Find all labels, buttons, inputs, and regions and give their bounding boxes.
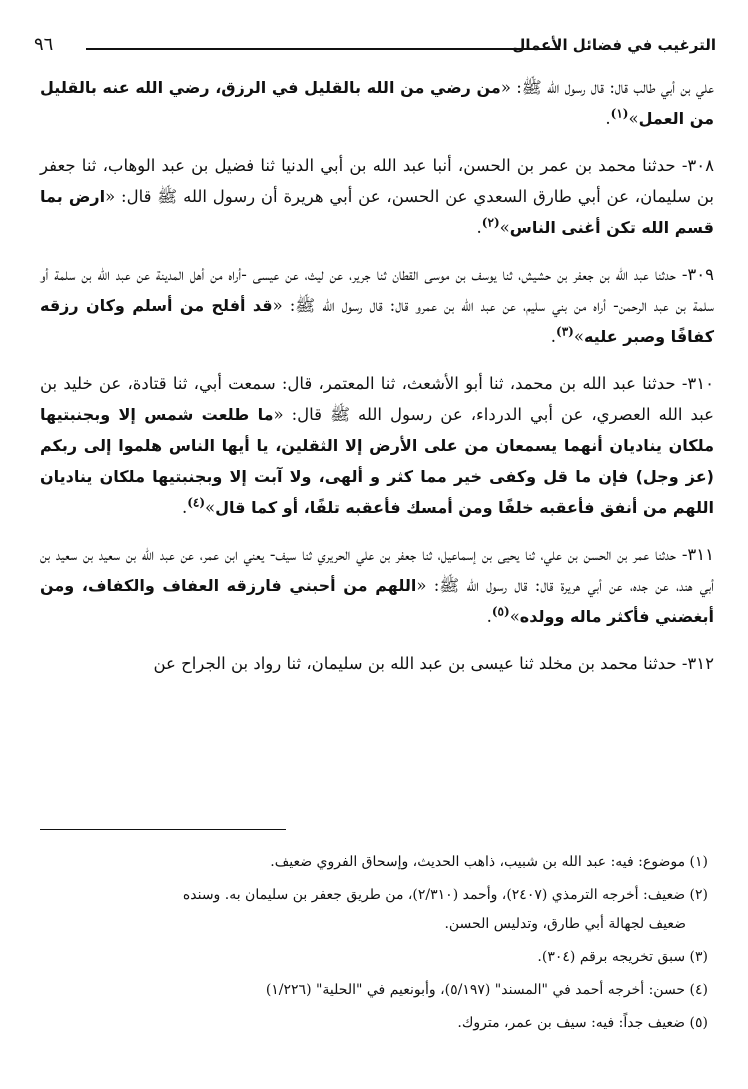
footnote-text: (٣) سبق تخريجه برقم (٣٠٤). <box>537 949 708 965</box>
main-text <box>40 72 714 679</box>
quote-close: » <box>509 607 520 626</box>
footnote-divider <box>40 829 286 830</box>
footnote <box>40 848 708 877</box>
isnad-text: ٣٠٩- حدثنا عبد الله بن جعفر بن حشيش، ثنا يوسف بن موسى القطان ثنا جرير، عن ليث، عن عيسى -أراه من أهل المدينة عن عبد الله بن سلمة أو سلمة بن عبد الرحمن- أراه من بني سليم، عن عبد الله بن عمرو قال: قال رسول الله ﷺ: « <box>40 265 714 315</box>
period: . <box>550 327 557 346</box>
footnote <box>40 881 708 939</box>
isnad-text: ٣١٢- حدثنا محمد بن مخلد ثنا عيسى بن عبد الله بن سليمان، ثنا رواد بن الجراح عن <box>153 654 714 673</box>
footnote-text: (٢) ضعيف: أخرجه الترمذي (٢٤٠٧)، وأحمد (٢/٣١٠)، من طريق جعفر بن سليمان به. وسنده <box>182 887 708 903</box>
footnote-text: (٤) حسن: أخرجه أحمد في "المسند" (٥/١٩٧)، وأبونعيم في "الحلية" (١/٢٢٦) <box>265 982 708 998</box>
hadith-paragraph <box>40 259 714 352</box>
hadith-matn: قد أفلح من أسلم وكان رزقه كفافًا وصبر عليه <box>40 296 714 346</box>
isnad-text: ٣١٠- حدثنا عبد الله بن محمد، ثنا أبو الأشعث، ثنا المعتمر، قال: سمعت أبي، ثنا قتادة، عن خليد بن عبد الله العصري، عن أبي الدرداء، عن رسول الله ﷺ قال: « <box>40 374 714 424</box>
footnote-marker: (٢) <box>481 215 500 230</box>
footnote <box>40 943 708 972</box>
isnad-text: ٣١١- حدثنا عمر بن الحسن بن علي، ثنا يحيى بن إسماعيل، ثنا جعفر بن علي الحريري ثنا سيف- يعني ابن عمر، عن عبد الله بن سعيد بن سعيد بن أبي هند، عن جده، عن أبي هريرة قال: قال رسول الله ﷺ: « <box>40 545 714 595</box>
hadith-matn: ارض بما قسم الله تكن أغنى الناس <box>40 187 714 237</box>
page-number: ٩٦ <box>34 34 54 55</box>
footnote-continuation: ضعيف لجهالة أبي طارق، وتدليس الحسن. <box>444 916 686 932</box>
footnote <box>40 1009 708 1038</box>
footnote-text: (١) موضوع: فيه: عبد الله بن شبيب، ذاهب الحديث، وإسحاق الفروي ضعيف. <box>270 854 708 870</box>
hadith-paragraph <box>40 72 714 134</box>
isnad-text: علي بن أبي طالب قال: قال رسول الله ﷺ: « <box>500 78 714 97</box>
footnote-marker: (٣) <box>556 324 574 339</box>
quote-close: » <box>573 327 584 346</box>
hadith-matn: اللهم من أحبني فارزقه العفاف والكفاف، ومن أبغضني فأكثر ماله وولده <box>40 576 714 626</box>
footnote-text: (٥) ضعيف جداً: فيه: سيف بن عمر، متروك. <box>457 1015 708 1031</box>
header-rule <box>86 48 560 50</box>
period: . <box>486 607 492 626</box>
running-header <box>34 34 716 64</box>
hadith-matn: من رضي من الله بالقليل في الرزق، رضي الله عنه بالقليل من العمل <box>40 78 714 128</box>
period: . <box>605 109 611 128</box>
period: . <box>476 218 482 237</box>
quote-close: » <box>499 218 510 237</box>
hadith-matn: ما طلعت شمس إلا وبجنبتيها ملكان يناديان أنهما يسمعان من على الأرض إلا الثقلين، يا أيها الناس هلموا إلى ربكم (عز وجل) فإن ما قل وكفى خير مما كثر و ألهى، ولا آبت إلا وبجنبتيها ملكان يناديان اللهم من أنفق فأعقبه خلفًا ومن أمسك فأعقبه تلفًا، أو كما قال <box>40 405 714 517</box>
period: . <box>181 498 188 517</box>
footnote-marker: (٥) <box>491 604 510 619</box>
hadith-paragraph <box>40 368 714 523</box>
book-title: الترغيب في فضائل الأعمال <box>512 36 716 54</box>
footnote-marker: (٤) <box>187 495 206 510</box>
hadith-paragraph <box>40 539 714 632</box>
isnad-text: ٣٠٨- حدثنا محمد بن عمر بن الحسن، أنبا عبد الله بن أبي الدنيا ثنا فضيل بن عبد الوهاب، ثنا جعفر بن سليمان، عن أبي طارق السعدي عن الحسن، عن أبي هريرة أن رسول الله ﷺ قال: « <box>40 156 714 206</box>
footnotes <box>40 848 708 1042</box>
quote-close: » <box>205 498 216 517</box>
hadith-paragraph <box>40 648 714 679</box>
footnote-marker: (١) <box>610 106 629 121</box>
footnote <box>40 976 708 1005</box>
hadith-paragraph <box>40 150 714 243</box>
quote-close: » <box>628 109 639 128</box>
